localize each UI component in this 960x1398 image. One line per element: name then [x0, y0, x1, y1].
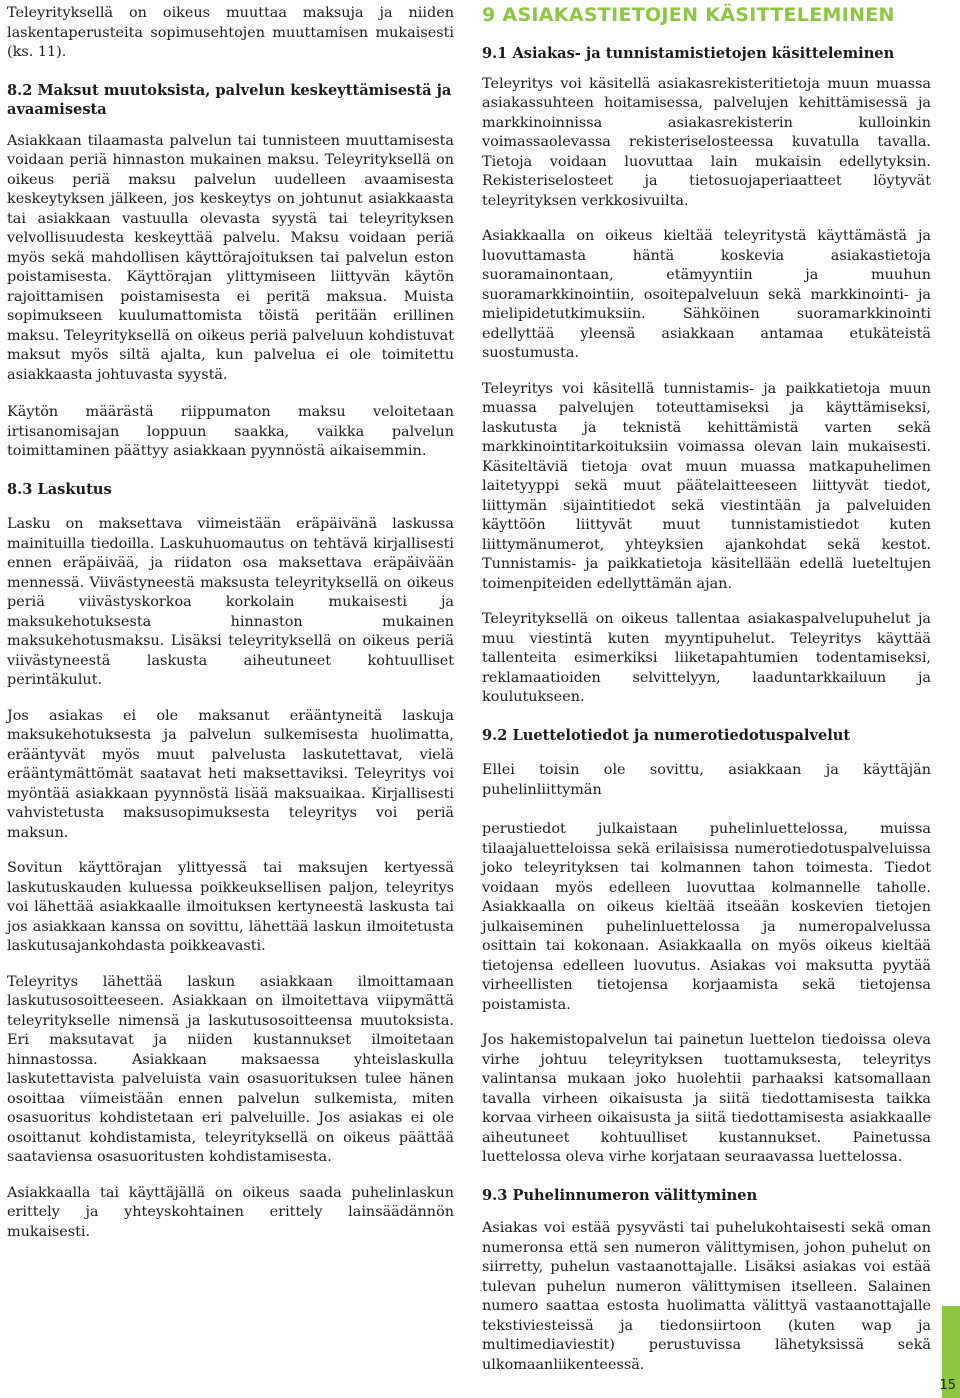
- section-8-2-paragraph-1: Asiakkaan tilaamasta palvelun tai tunnisteen muuttamisesta voidaan periä hinnaston mukainen maksu. Teleyrityksellä on oikeus periä maksu palvelun uudelleen avaamisesta keskeytyksen jälkeen, jos keskeytys on johtunut asiakkaasta tai asiakkaan vastuulla olevasta syystä tai teleyrityksen velvollisuudesta keskeyttää palvelu. Maksu voidaan periä myös sekä mahdollisen käyttörajoituksen tai palvelun eston poistamisesta. Käyttörajan ylittymiseen liittyvän käytön rajoittamisen poistamisesta ei peritä maksua. Muista sopimukseen kuulumattomista töistä peritään erillinen maksu. Teleyrityksellä on oikeus periä palveluun kohdistuvat maksut myös siltä ajalta, kun palvelua ei ole toimitettu asiakkaasta johtuvasta syystä.: [7, 132, 454, 383]
- section-9-2-paragraph-1: Ellei toisin ole sovittu, asiakkaan ja käyttäjän puhelinliittymän: [482, 762, 931, 798]
- chapter-heading: 9 ASIAKASTIETOJEN KÄSITTELEMINEN: [482, 4, 895, 26]
- section-8-2-heading: 8.2 Maksut muutoksista, palvelun keskeyttämisestä ja avaamisesta: [7, 81, 452, 118]
- section-9-3-paragraph-1: Asiakas voi estää pysyvästi tai puhelukohtaisesti sekä oman numeronsa että sen numeron välittymisen, johon puhelut on siirretty, puhelun vastaanottajalle. Lisäksi asiakas voi estää tulevan puhelun numeron välittymisen itselleen. Salainen numero saattaa estosta huolimatta välittyä vastaanottajalle tekstiviesteissä ja tiedonsiirtoon (kuten wap ja multimediaviestit) perustuvissa lähetyksissä sekä ulkomaanliikenteessä.: [482, 1220, 931, 1373]
- page-number: 15: [939, 1378, 956, 1393]
- section-9-1-heading: 9.1 Asiakas- ja tunnistamistietojen käsitteleminen: [482, 45, 895, 62]
- section-8-3-paragraph-4: Teleyritys lähettää laskun asiakkaan ilmoittamaan laskutusosoitteeseen. Asiakkaan on ilmoitettava viipymättä teleyritykselle nimensä ja laskutusosoitteensa muutoksista. Eri maksutavat ja niiden kustannukset ilmoitetaan hinnastossa. Asiakkaan maksaessa yhteislaskulla laskutettavista palveluista vain osasuorituksen tulee hänen osoittaa viimeistään ennen palvelun sulkemista, miten osasuoritus kohdistetaan eri palveluille. Jos asiakas ei ole osoittanut kohdistamista, teleyrityksellä on oikeus päättää saataviensa osasuoritusten kohdistamisesta.: [7, 973, 454, 1165]
- section-9-1-paragraph-1: Teleyritys voi käsitellä asiakasrekisteritietoja muun muassa asiakassuhteen hoitamisessa, palvelujen kehittämisessä ja markkinoinnissa asiakasrekisterin kulloinkin voimassaolevassa rekisteriselosteessa kuvatulla tavalla. Tietoja voidaan luovuttaa lain mukaisin edellytyksin. Rekisteriselosteet ja tietosuojaperiaatteet löytyvät teleyrityksen verkkosivuilta.: [482, 75, 931, 209]
- section-9-2-paragraph-2: perustiedot julkaistaan puhelinluettelossa, muissa tilaajaluetteloissa sekä erilaisissa numerotiedotuspalveluissa joko teleyrityksen tai kolmannen tahon toimesta. Tiedot voidaan myös edelleen luovuttaa kolmannelle taholle. Asiakkaalla on oikeus kieltää itseään koskevien tietojen julkaiseminen puhelinluettelossa ja numeropalvelussa osittain tai kokonaan. Asiakkaalla on myös oikeus kieltää tietojensa edelleen luovutus. Asiakas voi maksutta pyytää virheellisten tietojensa korjaamista sekä tietojensa poistamista.: [482, 821, 931, 1013]
- section-8-3-paragraph-3: Sovitun käyttörajan ylittyessä tai maksujen kertyessä laskutuskauden kuluessa poikkeuksellisen paljon, teleyritys voi lähettää asiakkaalle ilmoituksen kertyneestä laskusta tai jos asiakkaan kanssa on sovittu, lähettää laskun ilmoitetusta laskutusajankohdasta poikkeavasti.: [7, 860, 454, 954]
- section-8-3-paragraph-5: Asiakkaalla tai käyttäjällä on oikeus saada puhelinlaskun erittely ja yhteyskohtainen erittely lainsäädännön mukaisesti.: [7, 1184, 454, 1240]
- intro-paragraph: Teleyrityksellä on oikeus muuttaa maksuja ja niiden laskentaperusteita sopimusehtojen muuttamisen mukaisesti (ks. 11).: [7, 5, 454, 60]
- right-column: [482, 0, 931, 1375]
- section-8-3-paragraph-2: Jos asiakas ei ole maksanut erääntyneitä laskuja maksukehotuksesta ja palvelun sulkemisesta huolimatta, erääntyvät myös muut palvelusta laskutettavat, vielä erääntymättömät saatavat heti maksettaviksi. Teleyritys voi myöntää asiakkaan pyynnöstä lisää maksuaikaa. Kirjallisesti vahvistetusta maksusopimuksesta teleyritys voi periä maksun.: [7, 707, 454, 841]
- left-column: [7, 0, 454, 1242]
- section-9-1-paragraph-2: Asiakkaalla on oikeus kieltää teleyritystä käyttämästä ja luovuttamasta häntä koskevia asiakastietoja suoramainontaan, etämyyntiin ja muuhun suoramarkkinointiin, osoitepalveluun sekä markkinointi- ja mielipidetutkimuksiin. Sähköinen suoramarkkinointi edellyttää yleensä asiakkaan antamaa etukäteistä suostumusta.: [482, 228, 931, 361]
- section-9-2-heading: 9.2 Luettelotiedot ja numerotiedotuspalvelut: [482, 726, 851, 744]
- section-8-3-heading: 8.3 Laskutus: [7, 480, 112, 498]
- section-9-2-paragraph-3: Jos hakemistopalvelun tai painetun luettelon tiedoissa oleva virhe johtuu teleyrityksen tuottamuksesta, teleyritys valintansa mukaan joko huolehtii parhaaksi katsomallaan tavalla virheen oikaisusta ja siitä tiedottamisesta taikka korvaa virheen oikaisusta ja siitä tiedottamisesta asiakkaalle aiheutuneet kohtuulliset kustannukset. Painetussa luettelossa oleva virhe korjataan seuraavassa luettelossa.: [482, 1032, 931, 1165]
- section-8-3-paragraph-1: Lasku on maksettava viimeistään eräpäivänä laskussa mainituilla tiedoilla. Laskuhuomautus on tehtävä kirjallisesti ennen eräpäivää, ja riidaton osa maksettava eräpäivään mennessä. Viivästyneestä maksusta teleyrityksellä on oikeus periä viivästyskorkoa korkolain mukaisesti ja maksukehotuksesta hinnaston mukainen maksukehotusmaksu. Lisäksi teleyrityksellä on oikeus periä viivästyneestä laskusta aiheutuneet kohtuulliset perintäkulut.: [7, 516, 454, 688]
- section-9-1-paragraph-4: Teleyrityksellä on oikeus tallentaa asiakaspalvelupuhelut ja muu viestintä kuten myyntipuhelut. Teleyritys käyttää tallenteita esimerkiksi liiketapahtumien todentamiseksi, reklamaatioiden selvittelyyn, laaduntarkkailuun ja koulutukseen.: [482, 611, 931, 705]
- section-9-3-heading: 9.3 Puhelinnumeron välittyminen: [482, 1186, 758, 1204]
- section-8-2-paragraph-2: Käytön määrästä riippumaton maksu veloitetaan irtisanomisajan loppuun saakka, vaikka palvelun toimittaminen päättyy asiakkaan pyynnöstä aikaisemmin.: [7, 404, 454, 459]
- section-9-1-paragraph-3: Teleyritys voi käsitellä tunnistamis- ja paikkatietoja muun muassa palvelujen toteuttamiseksi ja käyttämiseksi, laskutusta ja teknistä kehittämistä varten sekä markkinointitarkoituksiin voimassa olevan lain mukaisesti. Käsiteltäviä tietoja ovat muun muassa matkapuhelimen laitetyyppi sekä muut päätelaitteeseen liittyvät tiedot, liittymän sijaintitiedot sekä viestintään ja palveluiden käyttöön liittyvät muut tunnistamistiedot kuten liittymänumerot, yhteyksien ajankohdat sekä kestot. Tunnistamis- ja paikkatietoja käsitellään edellä lueteltujen toimenpiteiden edellyttämän ajan.: [482, 380, 931, 592]
